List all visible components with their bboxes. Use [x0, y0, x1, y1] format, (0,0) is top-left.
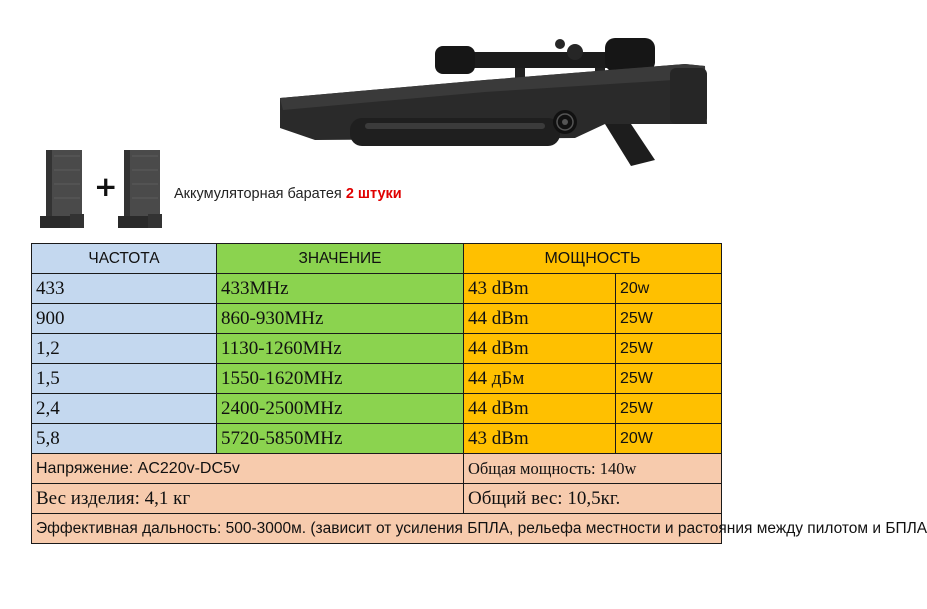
table-row [32, 274, 722, 304]
cell-dbm: 44 дБм [464, 364, 616, 394]
cell-watts: 25W [616, 334, 722, 364]
battery-pack-image [40, 150, 86, 230]
cell-watts: 20w [616, 274, 722, 304]
cell-value: 5720-5850MHz [217, 424, 464, 454]
cell-dbm: 43 dBm [464, 424, 616, 454]
table-row [32, 394, 722, 424]
cell-value: 433MHz [217, 274, 464, 304]
cell-dbm: 44 dBm [464, 304, 616, 334]
battery-caption [174, 186, 402, 202]
cell-value: 860-930MHz [217, 304, 464, 334]
cell-frequency: 900 [32, 304, 217, 334]
table-row [32, 424, 722, 454]
item-weight-cell: Вес изделия: 4,1 кг [32, 484, 464, 514]
table-header-row [32, 244, 722, 274]
cell-dbm: 43 dBm [464, 274, 616, 304]
battery-pack-image [118, 150, 164, 230]
cell-dbm: 44 dBm [464, 394, 616, 424]
table-row [32, 364, 722, 394]
cell-watts: 20W [616, 424, 722, 454]
summary-row-weight [32, 484, 722, 514]
table-row [32, 304, 722, 334]
total-power-cell: Общая мощность: 140w [464, 454, 722, 484]
cell-dbm: 44 dBm [464, 334, 616, 364]
cell-value: 2400-2500MHz [217, 394, 464, 424]
voltage-cell: Напряжение: AC220v-DC5v [32, 454, 464, 484]
battery-caption-text: Аккумуляторная баратея [174, 186, 346, 202]
header-value: ЗНАЧЕНИЕ [217, 244, 464, 274]
header-power: МОЩНОСТЬ [464, 244, 722, 274]
cell-value: 1130-1260MHz [217, 334, 464, 364]
summary-row-voltage [32, 454, 722, 484]
header-frequency: ЧАСТОТА [32, 244, 217, 274]
cell-frequency: 433 [32, 274, 217, 304]
table-row [32, 334, 722, 364]
battery-count: 2 штуки [345, 186, 402, 202]
cell-frequency: 2,4 [32, 394, 217, 424]
cell-watts: 25W [616, 394, 722, 424]
jammer-rifle-image [275, 28, 715, 168]
cell-frequency: 1,2 [32, 334, 217, 364]
total-weight-cell: Общий вес: 10,5кг. [464, 484, 722, 514]
cell-watts: 25W [616, 364, 722, 394]
summary-row-range [32, 514, 722, 544]
cell-value: 1550-1620MHz [217, 364, 464, 394]
cell-watts: 25W [616, 304, 722, 334]
spec-table [31, 243, 927, 544]
cell-frequency: 1,5 [32, 364, 217, 394]
range-cell: Эффективная дальность: 500-3000м. (зависит от усиления БПЛА, рельефа местности и растояния между пилотом и БПЛА [32, 514, 722, 544]
plus-sign: + [94, 170, 118, 203]
cell-frequency: 5,8 [32, 424, 217, 454]
